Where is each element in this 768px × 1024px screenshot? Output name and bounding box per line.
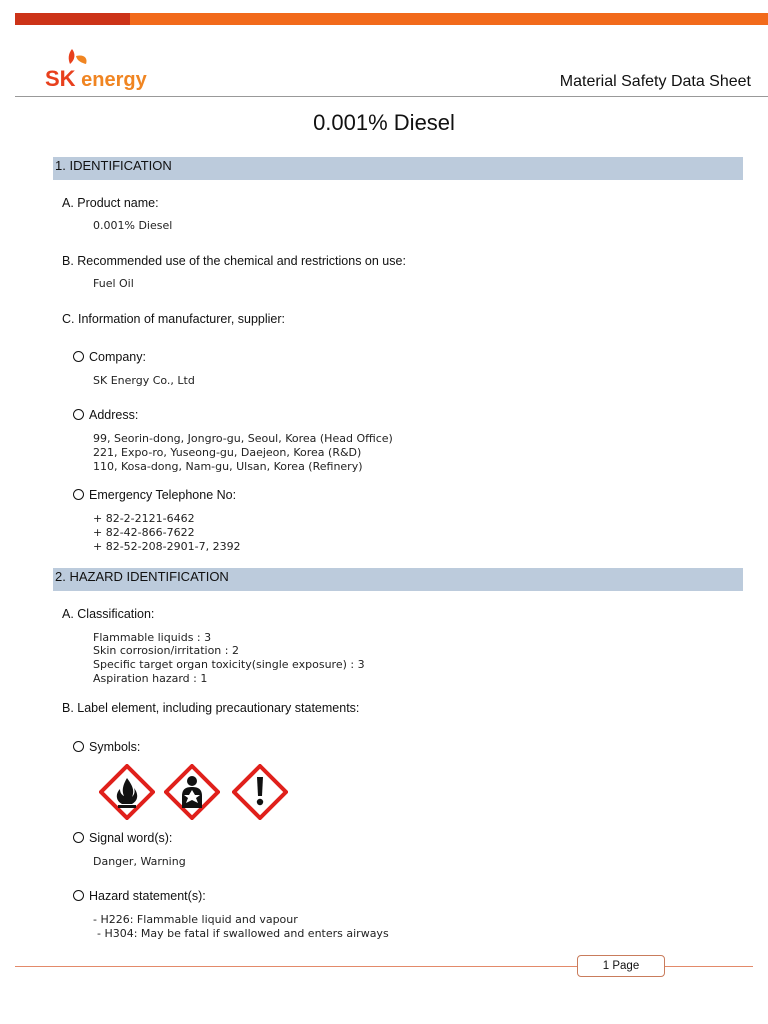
classification-label: A. Classification: [62,607,155,621]
circle-bullet-icon [73,409,84,420]
circle-bullet-icon [73,351,84,362]
symbols-label: Symbols: [89,740,141,754]
hazard-statement-label: Hazard statement(s): [89,889,206,903]
company-label: Company: [89,350,146,364]
document-title: 0.001% Diesel [313,110,455,135]
signal-word-label: Signal word(s): [89,831,173,845]
symbols-bullet [73,740,140,754]
top-color-bar [15,13,768,25]
address-label: Address: [89,408,139,422]
classification-line: Specific target organ toxicity(single exposure) : 3 [93,658,365,671]
recommended-use-label: B. Recommended use of the chemical and restrictions on use: [62,254,406,268]
hazard-statement-line: - H226: Flammable liquid and vapour [93,913,298,926]
manufacturer-info-label: C. Information of manufacturer, supplier: [62,312,286,326]
flame-pictogram-icon [99,764,155,820]
classification-line: Aspiration hazard : 1 [93,672,208,685]
company-bullet [73,350,146,364]
address-bullet [73,408,138,422]
address-line: 110, Kosa-dong, Nam-gu, Ulsan, Korea (Refinery) [93,460,363,473]
document-type: Material Safety Data Sheet [559,73,751,90]
product-name-value: 0.001% Diesel [93,219,173,232]
top-bar-orange-segment [130,13,768,25]
section-2-heading: 2. HAZARD IDENTIFICATION [55,569,229,584]
classification-line: Skin corrosion/irritation : 2 [93,644,239,657]
signal-word-value: Danger, Warning [93,855,186,868]
address-line: 221, Expo-ro, Yuseong-gu, Daejeon, Korea (R&D) [93,446,362,459]
phone-line: + 82-42-866-7622 [93,526,195,539]
company-logo [45,66,147,92]
section-2-heading-bar [53,568,743,591]
page-number: 1 Page [577,955,665,977]
product-name-label: A. Product name: [62,196,159,210]
label-element-label: B. Label element, including precautionary statements: [62,701,360,715]
hazard-statement-bullet [73,889,206,903]
emergency-phone-label: Emergency Telephone No: [89,488,237,502]
circle-bullet-icon [73,741,84,752]
header-divider [15,96,768,97]
top-bar-red-segment [15,13,130,25]
hazard-statement-line: - H304: May be fatal if swallowed and enters airways [97,927,389,940]
exclamation-pictogram-icon [232,764,288,820]
phone-line: + 82-52-208-2901-7, 2392 [93,540,241,553]
recommended-use-value: Fuel Oil [93,277,134,290]
signal-word-bullet [73,831,172,845]
company-value: SK Energy Co., Ltd [93,374,195,387]
circle-bullet-icon [73,890,84,901]
section-1-heading-bar [53,157,743,180]
logo-energy-text: energy [81,69,147,91]
address-line: 99, Seorin-dong, Jongro-gu, Seoul, Korea (Head Office) [93,432,393,445]
health-hazard-pictogram-icon [164,764,220,820]
logo-sk-text: SK [45,66,76,91]
circle-bullet-icon [73,489,84,500]
phone-bullet [73,488,236,502]
circle-bullet-icon [73,832,84,843]
phone-line: + 82-2-2121-6462 [93,512,195,525]
classification-line: Flammable liquids : 3 [93,631,212,644]
section-1-heading: 1. IDENTIFICATION [55,158,172,173]
